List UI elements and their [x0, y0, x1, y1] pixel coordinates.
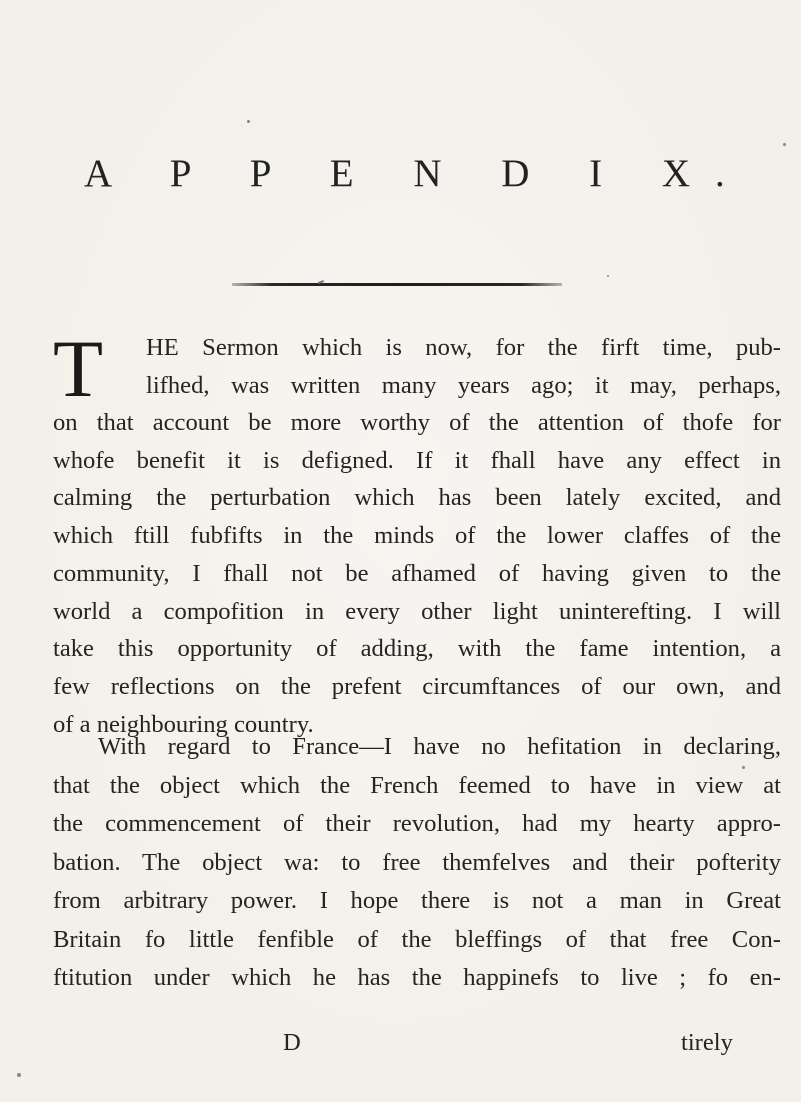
paper-speck [247, 120, 250, 123]
text-line: take this opportunity of adding, with the fame intention, a [53, 635, 781, 663]
paper-speck [17, 1073, 21, 1077]
catchword: tirely [681, 1029, 733, 1056]
text-line: lifhed, was written many years ago; it may, perhaps, [146, 371, 781, 399]
text-line: ftitution under which he has the happinefs to live ; fo en- [53, 964, 781, 991]
text-line: from arbitrary power. I hope there is not a man in Great [53, 887, 781, 914]
text-line: community, I fhall not be afhamed of having given to the [53, 559, 781, 587]
drop-cap: T [53, 323, 104, 414]
text-line: calming the perturbation which has been lately excited, and [53, 484, 781, 512]
text-line: whofe benefit it is defigned. If it fhall have any effect in [53, 446, 781, 474]
paper-speck [607, 275, 609, 277]
text-line: few reflections on the prefent circumftances of our own, and [53, 672, 781, 700]
paragraph-2 [53, 728, 781, 998]
text-line: With regard to France—I have no hefitation in declaring, [98, 733, 781, 760]
text-line: of a neighbouring country. [53, 710, 314, 738]
text-line: bation. The object wa: to free themfelves and their pofterity [53, 848, 781, 876]
paragraph-1-indented-lines [146, 329, 781, 404]
text-line: world a compofition in every other light uninterefting. I will [53, 597, 781, 625]
text-line: which ftill fubfifts in the minds of the lower claffes of the [53, 522, 781, 550]
text-line: Britain fo little fenfible of the bleffings of that free Con- [53, 925, 781, 953]
ornamental-rule [232, 283, 562, 286]
page-heading: A P P E N D I X. [84, 152, 750, 195]
text-line: that the object which the French feemed to have in view at [53, 771, 781, 799]
paper-speck [742, 766, 745, 769]
signature-mark: D [283, 1029, 301, 1056]
text-line: on that account be more worthy of the attention of thofe for [53, 409, 781, 436]
paper-speck [783, 143, 786, 146]
paragraph-1-body [53, 404, 781, 743]
text-line: the commencement of their revolution, had my hearty appro- [53, 810, 781, 837]
text-line: HE Sermon which is now, for the firft time, pub- [146, 334, 781, 361]
